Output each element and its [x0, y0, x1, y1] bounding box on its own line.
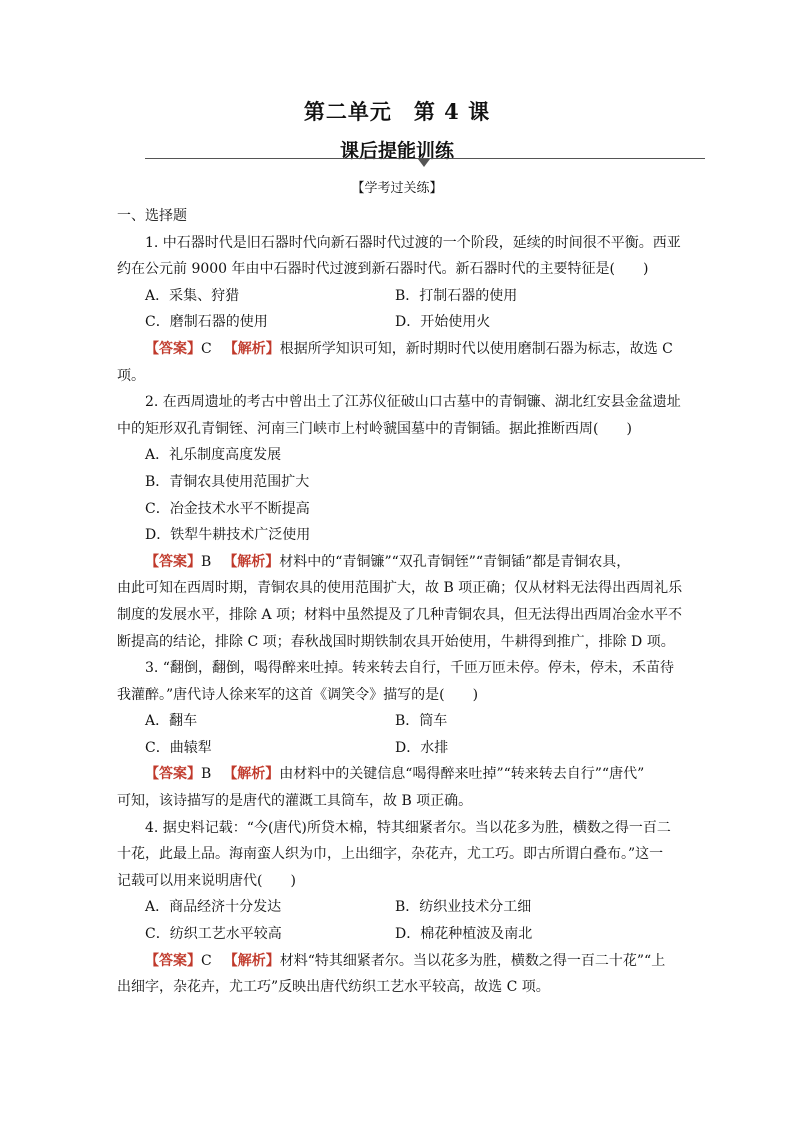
q1-options-row-1 [117, 283, 682, 310]
q4-option-c: C．纺织工艺水平较高 [145, 926, 282, 943]
q1-option-d: D．开始使用火 [395, 314, 491, 331]
q2-explanation-1: 材料中的“青铜镰”“双孔青铜铚”“青铜锸”都是青铜农具， [279, 553, 631, 570]
explanation-tag: 【解析】 [223, 553, 280, 570]
answer-tag: 【答案】 [145, 340, 201, 357]
q3-option-c: C．曲辕犁 [145, 739, 212, 756]
divider-triangle-icon [418, 159, 430, 167]
answer-tag: 【答案】 [145, 766, 201, 783]
q3-stem-line-1: 3. “翻倒，翻倒，喝得醉来吐掉。转来转去自行，千匝万匝未停。停未，停未，禾苗待 [145, 660, 674, 677]
q3-option-a: A．翻车 [145, 713, 198, 730]
question-list [117, 203, 682, 1001]
q4-explanation-2: 出细字，杂花卉，尤工巧”反映出唐代纺织工艺水平较高，故选 C 项。 [117, 979, 550, 996]
q3-options-row-2 [117, 735, 682, 762]
q4-stem-line-3: 记载可以用来说明唐代( ) [117, 872, 296, 889]
q4-option-d: D．棉花种植波及南北 [395, 926, 533, 943]
explanation-tag: 【解析】 [223, 952, 280, 969]
q1-stem-line-2: 约在公元前 9000 年由中石器时代过渡到新石器时代。新石器时代的主要特征是( ) [117, 261, 649, 278]
part-heading: 一、选择题 [117, 208, 187, 224]
q1-option-a: A．采集、狩猎 [145, 287, 240, 304]
q4-option-a: A．商品经济十分发达 [145, 899, 282, 916]
q3-answer-line [117, 761, 682, 788]
q3-explanation-1: 由材料中的关键信息“喝得醉来吐掉”“转来转去自行”“唐代” [279, 766, 645, 783]
q3-stem-line-2: 我灌醉。”唐代诗人徐来军的这首《调笑令》描写的是( ) [117, 686, 479, 703]
answer-tag: 【答案】 [145, 553, 201, 570]
section-tag: 【学考过关练】 [351, 181, 443, 196]
q4-options-row-1 [117, 894, 682, 921]
q1-explanation-2: 项。 [117, 367, 145, 384]
q2-option-c: C．冶金技术水平不断提高 [145, 500, 310, 517]
explanation-tag: 【解析】 [223, 766, 280, 783]
q1-option-c: C．磨制石器的使用 [145, 314, 268, 331]
q2-option-d: D．铁犁牛耕技术广泛使用 [145, 527, 311, 544]
q3-option-d: D．水排 [395, 739, 449, 756]
q2-stem-line-1: 2. 在西周遗址的考古中曾出土了江苏仪征破山口古墓中的青铜镰、湖北红安县金盆遗址 [145, 394, 681, 411]
q1-answer-line [117, 336, 682, 363]
q4-option-b: B．纺织业技术分工细 [395, 899, 532, 916]
q3-answer: B [201, 766, 212, 783]
q2-answer-line [117, 549, 682, 576]
page-title: 第二单元 第 4 课 [303, 99, 491, 124]
q3-options-row-1 [117, 708, 682, 735]
q4-stem-line-2: 十花，此最上品。海南蛮人织为巾，上出细字，杂花卉，尤工巧。即古所谓白叠布。”这一 [117, 846, 664, 863]
q1-explanation-1: 根据所学知识可知，新时期时代以使用磨制石器为标志，故选 C [279, 340, 673, 357]
q2-explanation-3: 制度的发展水平，排除 A 项；材料中虽然提及了几种青铜农具，但无法得出西周冶金水平不 [117, 606, 683, 623]
q1-options-row-2 [117, 309, 682, 336]
explanation-tag: 【解析】 [223, 340, 280, 357]
q1-option-b: B．打制石器的使用 [395, 287, 518, 304]
q4-answer: C [201, 952, 212, 969]
q2-option-b: B．青铜农具使用范围扩大 [145, 473, 310, 490]
q4-explanation-1: 材料“特其细紧者尔。当以花多为胜，横数之得一百二十花”“上 [279, 952, 666, 969]
page-subtitle: 课后提能训练 [339, 140, 454, 162]
q2-answer: B [201, 553, 212, 570]
q2-stem-line-2: 中的矩形双孔青铜铚、河南三门峡市上村岭虢国墓中的青铜锸。据此推断西周( ) [117, 420, 632, 437]
q3-explanation-2: 可知，该诗描写的是唐代的灌溉工具筒车，故 B 项正确。 [117, 793, 473, 810]
q1-stem-line-1: 1. 中石器时代是旧石器时代向新石器时代过渡的一个阶段，延续的时间很不平衡。西亚 [145, 234, 681, 251]
q2-explanation-2: 由此可知在西周时期，青铜农具的使用范围扩大，故 B 项正确；仅从材料无法得出西周礼乐 [117, 580, 683, 597]
q2-explanation-4: 断提高的结论，排除 C 项；春秋战国时期铁制农具开始使用，牛耕得到推广，排除 D 项。 [117, 633, 675, 650]
q4-stem-line-1: 4. 据史料记载：“今(唐代)所贷木棉，特其细紧者尔。当以花多为胜，横数之得一百二 [145, 819, 671, 836]
q2-option-a: A．礼乐制度高度发展 [145, 447, 282, 464]
answer-tag: 【答案】 [145, 952, 201, 969]
q1-answer: C [201, 340, 212, 357]
q4-answer-line [117, 948, 682, 975]
q4-options-row-2 [117, 921, 682, 948]
q3-option-b: B．筒车 [395, 713, 448, 730]
